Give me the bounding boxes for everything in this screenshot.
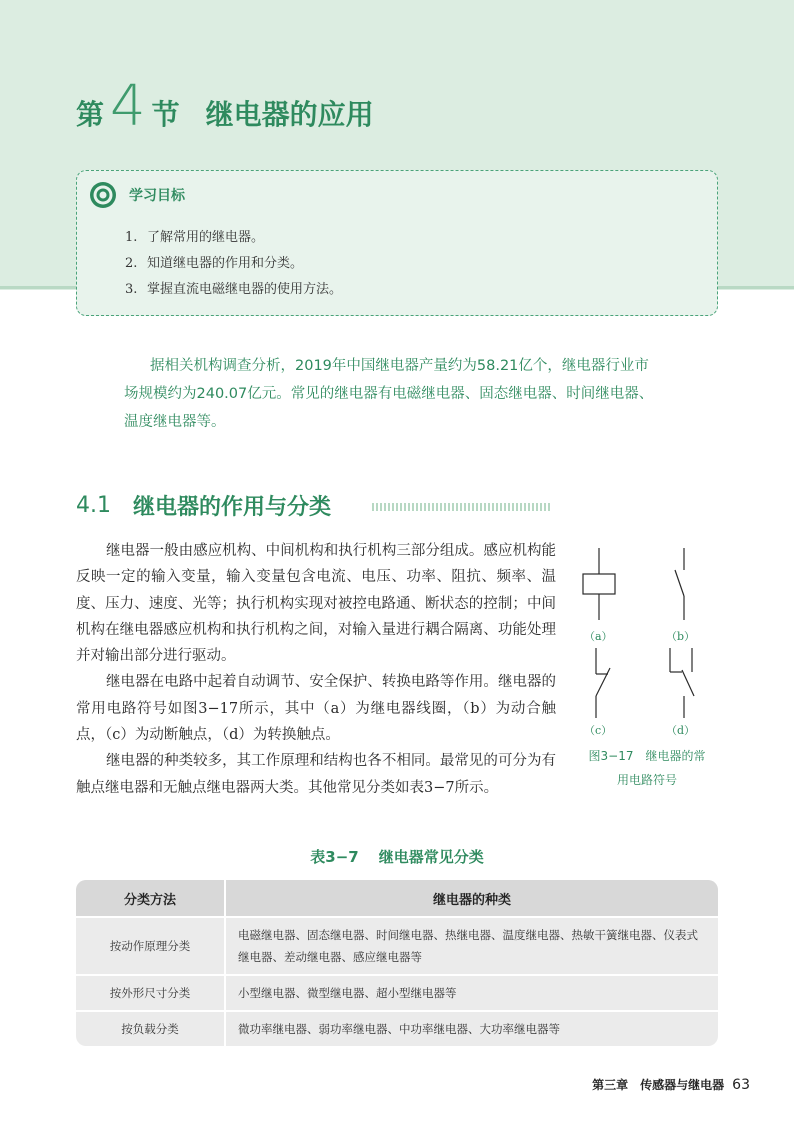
table-title: [0, 846, 794, 867]
subsection-heading: [76, 490, 331, 521]
figure-label-a: （a）: [584, 630, 613, 643]
figure-label-c: （c）: [584, 724, 613, 737]
figure-caption-line: 图3−17 继电器的常: [588, 749, 706, 763]
table-cell-method: 按动作原理分类: [76, 918, 226, 974]
normally-open-contact-symbol: [675, 548, 684, 620]
relay-coil-symbol: [583, 548, 615, 620]
goal-item: [125, 251, 342, 277]
intro-paragraph: [124, 352, 684, 436]
body-paragraph: 继电器的种类较多，其工作原理和结构也各不相同。最常见的可分为有触点继电器和无触点继电器两大类。其他常见分类如表3−7所示。: [76, 753, 556, 796]
table-header-cell: 分类方法: [76, 880, 226, 916]
relay-symbols-figure: [572, 540, 722, 790]
figure-label-b: （b）: [666, 630, 696, 643]
learning-goals-list: [125, 225, 342, 303]
table-cell-types: 微功率继电器、弱功率继电器、中功率继电器、大功率继电器等: [238, 1022, 560, 1036]
learning-goals-header: [89, 181, 185, 209]
page-number: 63: [732, 1077, 750, 1093]
table-cell-method: 按外形尺寸分类: [76, 976, 226, 1010]
intro-line: 场规模约为240.07亿元。常见的继电器有电磁继电器、固态继电器、时间继电器、: [124, 386, 654, 402]
learning-goals-box: [76, 170, 718, 316]
table-header-cell: 继电器的种类: [432, 892, 511, 908]
body-paragraph: 继电器在电路中起着自动调节、安全保护、转换电路等作用。继电器的常用电路符号如图3−17所示，其中（a）为继电器线圈，（b）为动合触点，（c）为动断触点，（d）为转换触点。: [76, 674, 556, 744]
chapter-title: 第三章 传感器与继电器: [592, 1078, 725, 1092]
target-icon: [89, 181, 117, 209]
body-text: [76, 538, 556, 801]
table-title-text: 继电器常见分类: [378, 848, 484, 866]
intro-line: 温度继电器等。: [124, 414, 226, 430]
goal-item: [125, 225, 342, 251]
figure-caption-line: 用电路符号: [616, 773, 677, 787]
table-row: [76, 1010, 718, 1046]
table-cell-types: 电磁继电器、固态继电器、时间继电器、热继电器、温度继电器、热敏干簧继电器、仪表式继电器、差动继电器、感应继电器等: [238, 928, 698, 964]
table-number: 表3−7: [310, 848, 359, 866]
subsection-number: 4.1: [76, 493, 111, 518]
table-row: [76, 916, 718, 974]
changeover-contact-symbol: [670, 648, 694, 718]
goal-text: 了解常用的继电器。: [147, 230, 265, 245]
goal-number: 3.: [125, 282, 138, 297]
section-number: 4: [110, 74, 146, 139]
table-row: [76, 974, 718, 1010]
section-prefix: 第: [76, 98, 105, 131]
table-cell-types: 小型继电器、微型继电器、超小型继电器等: [238, 986, 457, 1000]
table-header-row: [76, 880, 718, 916]
figure-caption: [572, 744, 722, 792]
figure-label-d: （d）: [666, 724, 696, 737]
section-name: 继电器的应用: [205, 98, 374, 131]
intro-line: 据相关机构调查分析，2019年中国继电器产量约为58.21亿个，继电器行业市: [150, 358, 649, 374]
learning-goals-title: 学习目标: [129, 188, 185, 204]
goal-text: 知道继电器的作用和分类。: [147, 256, 304, 271]
table-cell-method: 按负载分类: [76, 1012, 226, 1046]
normally-closed-contact-symbol: [596, 648, 610, 718]
heading-dotted-rule: [372, 503, 552, 511]
goal-item: [125, 277, 342, 303]
goal-number: 1.: [125, 230, 138, 245]
goal-number: 2.: [125, 256, 138, 271]
goal-text: 掌握直流电磁继电器的使用方法。: [147, 282, 343, 297]
subsection-title: 继电器的作用与分类: [133, 495, 332, 520]
section-suffix: 节: [151, 98, 180, 131]
body-paragraph: 继电器一般由感应机构、中间机构和执行机构三部分组成。感应机构能反映一定的输入变量，输入变量包含电流、电压、功率、阻抗、频率、温度、压力、速度、光等；执行机构实现对被控电路通、断状态的控制；中间机构在继电器感应机构和执行机构之间，对输入量进行耦合隔离、功能处理并对输出部分进行驱动。: [76, 543, 556, 665]
relay-classification-table: [76, 880, 718, 1046]
section-title: [76, 74, 374, 148]
page-footer: [592, 1076, 750, 1093]
